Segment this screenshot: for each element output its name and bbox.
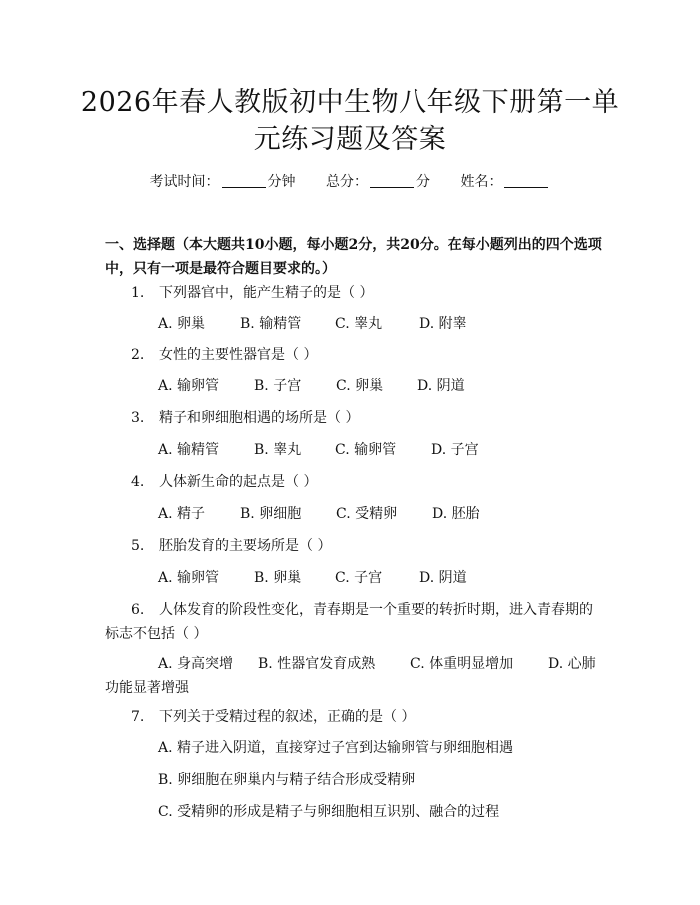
question-text: 人体发育的阶段性变化，青春期是一个重要的转折时期，进入青春期的标志不包括（ ）	[105, 602, 593, 642]
question-number: 2.	[131, 347, 145, 363]
option-c: C. 子宫	[335, 570, 383, 586]
question-4	[131, 470, 317, 494]
question-number: 4.	[131, 474, 145, 490]
option-c: C. 体重明显增加	[410, 656, 514, 672]
section-heading: 一、选择题（本大题共10小题，每小题2分，共20分。在每小题列出的四个选项中，只有一项是最符合题目要求的。）	[105, 237, 602, 277]
exam-time-unit: 分钟	[267, 174, 296, 190]
question-7-option-c: C. 受精卵的形成是精子与卵细胞相互识别、融合的过程	[158, 804, 500, 820]
question-6-options	[105, 652, 600, 700]
option-a: A. 精子	[158, 506, 206, 522]
exam-time-blank	[222, 175, 266, 188]
question-1-options	[158, 312, 467, 336]
option-c: C. 输卵管	[335, 442, 397, 458]
question-7-option-a: A. 精子进入阴道，直接穿过子宫到达输卵管与卵细胞相遇	[158, 740, 514, 756]
question-number: 1.	[131, 285, 145, 301]
exam-time-label: 考试时间：	[149, 174, 220, 190]
page-title-line-2: 元练习题及答案	[253, 124, 447, 155]
total-score-field	[326, 171, 430, 191]
question-1	[131, 281, 373, 305]
option-b: B. 性器官发育成熟	[258, 656, 376, 672]
question-text: 胚胎发育的主要场所是（ ）	[159, 538, 332, 554]
option-d: D. 阴道	[419, 570, 467, 586]
option-b: B. 卵巢	[254, 570, 302, 586]
exam-meta-row	[0, 171, 700, 191]
option-c: C. 卵巢	[336, 378, 384, 394]
question-5	[131, 534, 331, 558]
option-a: A. 输卵管	[158, 378, 220, 394]
option-b: B. 输精管	[240, 316, 302, 332]
option-a: A. 输卵管	[158, 570, 220, 586]
option-d: D. 附睾	[419, 316, 467, 332]
question-text: 精子和卵细胞相遇的场所是（ ）	[159, 410, 360, 426]
option-a: A. 卵巢	[158, 316, 206, 332]
option-d: D. 阴道	[417, 378, 465, 394]
option-d: D. 子宫	[431, 442, 479, 458]
question-3	[131, 406, 359, 430]
question-number: 6.	[131, 602, 145, 618]
student-name-label: 姓名：	[460, 174, 503, 190]
question-text: 女性的主要性器官是（ ）	[159, 347, 318, 363]
question-text: 下列关于受精过程的叙述，正确的是（ ）	[159, 709, 416, 725]
question-text: 人体新生命的起点是（ ）	[159, 474, 318, 490]
question-7	[131, 705, 415, 729]
question-text: 下列器官中，能产生精子的是（ ）	[159, 285, 374, 301]
question-number: 3.	[131, 410, 145, 426]
option-d: D. 胚胎	[432, 506, 480, 522]
question-3-options	[158, 438, 479, 462]
question-number: 7.	[131, 709, 145, 725]
option-b: B. 子宫	[254, 378, 302, 394]
question-4-options	[158, 502, 480, 526]
option-d: D. 心肺功能显著增强	[105, 656, 596, 696]
option-b: B. 睾丸	[254, 442, 302, 458]
option-c: C. 睾丸	[335, 316, 383, 332]
option-b: B. 卵细胞	[240, 506, 302, 522]
option-a: A. 输精管	[158, 442, 220, 458]
question-7-option-b: B. 卵细胞在卵巢内与精子结合形成受精卵	[158, 772, 416, 788]
student-name-blank	[504, 175, 548, 188]
question-5-options	[158, 566, 467, 590]
question-2-options	[158, 374, 465, 398]
total-score-unit: 分	[416, 174, 430, 190]
question-number: 5.	[131, 538, 145, 554]
page-title-line-1: 2026年春人教版初中生物八年级下册第一单	[80, 87, 620, 118]
exam-time-field	[150, 171, 296, 191]
question-6	[105, 598, 603, 646]
option-a: A. 身高突增	[158, 656, 234, 672]
question-2	[131, 343, 317, 367]
option-c: C. 受精卵	[336, 506, 398, 522]
total-score-label: 总分：	[326, 174, 368, 190]
student-name-field	[460, 171, 550, 191]
total-score-blank	[370, 175, 414, 188]
